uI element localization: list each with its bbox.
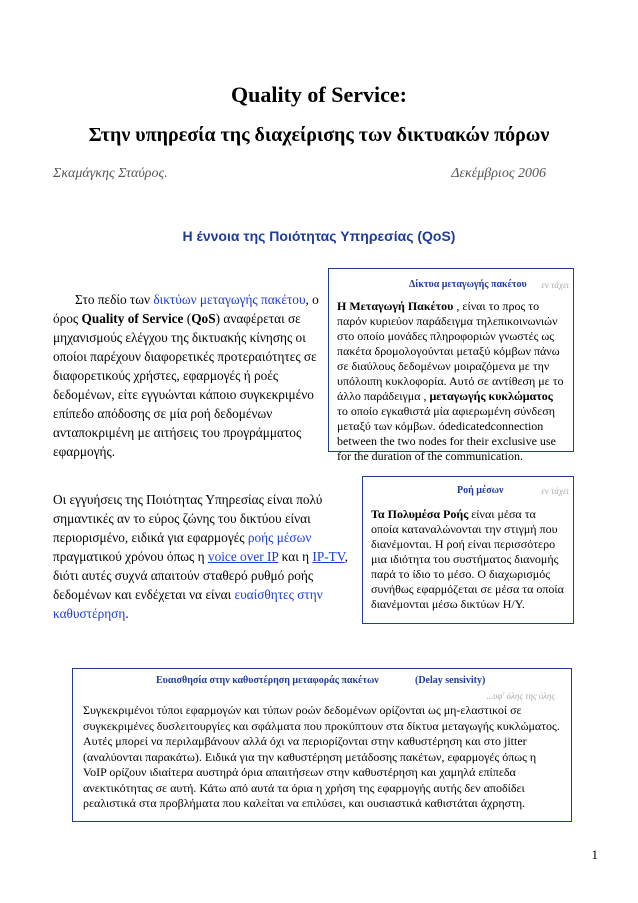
media-streaming-box-tag: εν τάχει: [541, 486, 569, 496]
packet-switching-box-tag: εν τάχει: [541, 280, 569, 290]
qos-abbreviation: QoS: [191, 311, 216, 326]
circuit-switching-term: μεταγωγής κυκλώματος: [429, 389, 553, 403]
qos-term: Quality of Service: [81, 311, 184, 326]
streaming-media-term: Τα Πολυμέσα Ροής: [371, 507, 469, 521]
para2-text-c: και η: [278, 549, 313, 564]
delay-sensitive-link[interactable]: ευαίσθητες στην καθυστέρηση: [53, 587, 323, 621]
media-streaming-box-text: [371, 507, 565, 612]
packet-switching-sidebar: [328, 268, 574, 463]
document-title: Quality of Service:: [231, 82, 407, 107]
delay-sensitivity-sidebar: [72, 668, 572, 822]
para1-lead: Στο πεδίο των: [75, 292, 154, 307]
iptv-link[interactable]: IP-TV: [312, 549, 345, 564]
voip-link[interactable]: voice over IP: [207, 549, 279, 564]
delay-sensitivity-box-title-en: (Delay sensivity): [415, 675, 486, 686]
para1-text-b: (: [183, 311, 192, 326]
para2-text-b: πραγματικού χρόνου όπως η: [53, 549, 208, 564]
para2-text-d: , διότι αυτές συχνά απαιτούν σταθερό ρυθμό ροής δεδομένων και ενδέχεται να είναι: [53, 549, 348, 602]
intro-paragraph: [53, 290, 325, 461]
media-streaming-link[interactable]: ροής μέσων: [247, 530, 312, 545]
delay-sensitivity-box-title: Ευαισθησία στην καθυστέρηση μεταφοράς πακέτων: [156, 675, 379, 686]
document-subtitle: Στην υπηρεσία της διαχείρισης των δικτυακών πόρων: [88, 124, 550, 146]
author-name: Σκαμάγκης Σταύρος.: [53, 166, 168, 181]
media-streaming-text: είναι μέσα τα οποία καταναλώνονται την στιγμή που διανέμονται. Η ροή είναι περισσότερο μια ιδιότητα του συστήματος διανομής παρά το ίδιο το μέσο. Ο διαχωρισμός συνήθως εφαρμόζεται σε μέσα τα οποία διανέμονται μέσω δικτύων Η/Υ.: [371, 507, 564, 611]
packet-switching-box-title: Δίκτυα μεταγωγής πακέτου: [409, 279, 527, 290]
page-number: 1: [591, 847, 598, 862]
document-date: Δεκέμβριος 2006: [451, 166, 546, 181]
section-heading: Η έννοια της Ποιότητας Υπηρεσίας (QoS): [182, 228, 456, 244]
guarantees-paragraph: [53, 490, 351, 623]
packet-switching-term: Η Μεταγωγή Πακέτου: [337, 299, 454, 313]
packet-switching-box-text: [337, 299, 565, 464]
packet-switching-text-a: , είναι το προς το παρόν κυριεύον παράδειγμα τηλεπικοινωνιών στο οποίο μονάδες πληροφοριών γνωστές ως πακέτα δρομολογούνται μεταξύ κόμβων πάνω σε διαύλους δεδομένων μοιραζόμενα με την υπόλοιπη κυκλοφορία. Αυτό σε αντίθεση με το άλλο παράδειγμα ,: [337, 299, 564, 403]
packet-switching-link[interactable]: δικτύων μεταγωγής πακέτου: [153, 292, 306, 307]
para2-text-e: .: [125, 606, 129, 621]
packet-switching-text-b: το οποίο εγκαθιστά μία αφιερωμένη σύνδεση μεταξύ των κόμβων. ódedicatedconnection between the two nodes for their exclusive use for the duration of the communication.: [337, 404, 556, 463]
para2-text-a: Οι εγγυήσεις της Ποιότητας Υπηρεσίας είναι πολύ σημαντικές αν το εύρος ζώνης του δικτύου είναι περιορισμένο, ειδικά για εφαρμογές: [53, 492, 323, 545]
media-streaming-box-title: Ροή μέσων: [457, 485, 504, 496]
delay-sensitivity-box-tag: ...υφ' όλης της ύλης: [486, 691, 555, 701]
para1-text-a: , ο όρος: [53, 292, 319, 326]
media-streaming-sidebar: [362, 476, 574, 624]
delay-sensitivity-box-text: Συγκεκριμένοι τύποι εφαρμογών και τύπων ροών δεδομένων ορίζονται ως μη-ελαστικοί σε συγκεκριμένες δυσλειτουργίες και σφάλματα που προκύπτουν στα δίκτυα μεταγωγής κυκλώματος. Αυτές μπορεί να περιλαμβάνουν αλλά όχι να περιορίζονται στην καθυστέρηση και στο jitter (αναλύονται παρακάτω). Ειδικά για την καθυστέρηση μετάδοσης πακέτων, εφαρμογές όπως η VoIP ορίζουν ιδιαίτερα αυστηρά όρια απαιτήσεων στην καθυστέρηση και χαμηλά επίπεδα ανεκτικότητας σε αυτή. Κάτω από αυτά τα όρια η χρήση της εφαρμογής αυτής δεν αποδίδει ρεαλιστικά στα προβλήματα που καλείται να επιλύσει, και ουσιαστικά καθιστάται άχρηστη.: [83, 703, 560, 810]
para1-text-c: ) αναφέρεται σε μηχανισμούς ελέγχου της δικτυακής κίνησης οι οποίοι παρέχουν διαφορετικές προτεραιότητες σε διαφορετικούς χρήστες, εφαρμογές ή ροές δεδομένων, είτε εγγυώνται κάποιο συγκεκριμένο επίπεδο απόδοσης σε μία ροή δεδομένων ανταποκριμένη με αιτήσεις του προγράμματος εφαρμογής.: [53, 311, 317, 459]
